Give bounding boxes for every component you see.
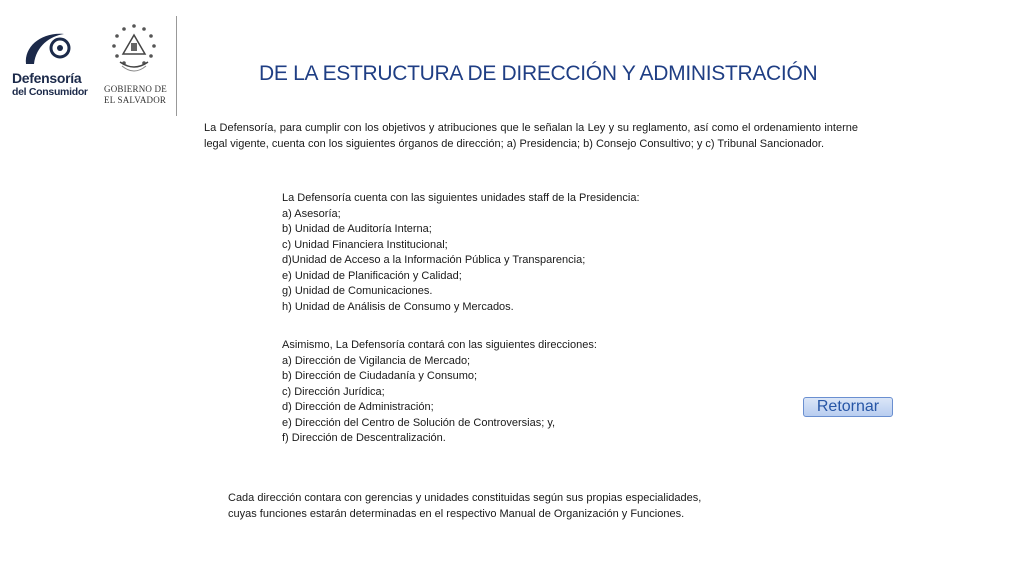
closing-paragraph	[228, 491, 701, 522]
staff-units-heading: La Defensoría cuenta con las siguientes unidades staff de la Presidencia:	[282, 192, 640, 204]
staff-units-list	[282, 191, 640, 315]
list-item: e) Dirección del Centro de Solución de Controversias; y,	[282, 416, 556, 429]
intro-paragraph: La Defensoría, para cumplir con los objetivos y atribuciones que le señalan la Ley y su reglamento, así como el ordenamiento interne legal vigente, cuenta con los siguientes órganos de dirección; a) Presidencia; b) Consejo Consultivo; y c) Tribunal Sancionador.	[204, 122, 858, 150]
list-item: d)Unidad de Acceso a la Información Pública y Transparencia;	[282, 254, 586, 266]
defensoria-logo	[12, 28, 88, 100]
list-item: b) Dirección de Ciudadanía y Consumo;	[282, 370, 478, 382]
gobierno-logo	[100, 22, 168, 108]
list-item: g) Unidad de Comunicaciones.	[282, 285, 433, 297]
closing-line: cuyas funciones estarán determinadas en el respectivo Manual de Organización y Funciones.	[228, 507, 685, 520]
list-item: a) Dirección de Vigilancia de Mercado;	[282, 354, 471, 367]
list-item: c) Unidad Financiera Institucional;	[282, 238, 448, 251]
page-title: DE LA ESTRUCTURA DE DIRECCIÓN Y ADMINISTRACIÓN	[259, 62, 818, 85]
gobierno-logo-subtext: EL SALVADOR	[104, 95, 167, 105]
closing-line: Cada dirección contara con gerencias y unidades constituidas según sus propias especialidades,	[228, 492, 702, 504]
header-divider	[176, 16, 177, 116]
defensoria-logo-icon	[20, 28, 76, 70]
direcciones-heading: Asimismo, La Defensoría contará con las siguientes direcciones:	[282, 339, 597, 351]
defensoria-logo-subtext: del Consumidor	[12, 86, 88, 98]
list-item: d) Dirección de Administración;	[282, 401, 434, 413]
defensoria-logo-text: Defensoría	[12, 70, 82, 86]
list-item: c) Dirección Jurídica;	[282, 385, 385, 398]
list-item: h) Unidad de Análisis de Consumo y Mercados.	[282, 300, 514, 313]
gobierno-logo-text: GOBIERNO DE	[104, 84, 167, 94]
list-item: e) Unidad de Planificación y Calidad;	[282, 269, 462, 282]
list-item: b) Unidad de Auditoría Interna;	[282, 223, 432, 235]
list-item: a) Asesoría;	[282, 207, 341, 220]
list-item: f) Dirección de Descentralización.	[282, 432, 446, 444]
coat-of-arms-icon	[106, 22, 162, 80]
direcciones-list	[282, 338, 597, 447]
retornar-button[interactable]: Retornar	[803, 397, 893, 417]
